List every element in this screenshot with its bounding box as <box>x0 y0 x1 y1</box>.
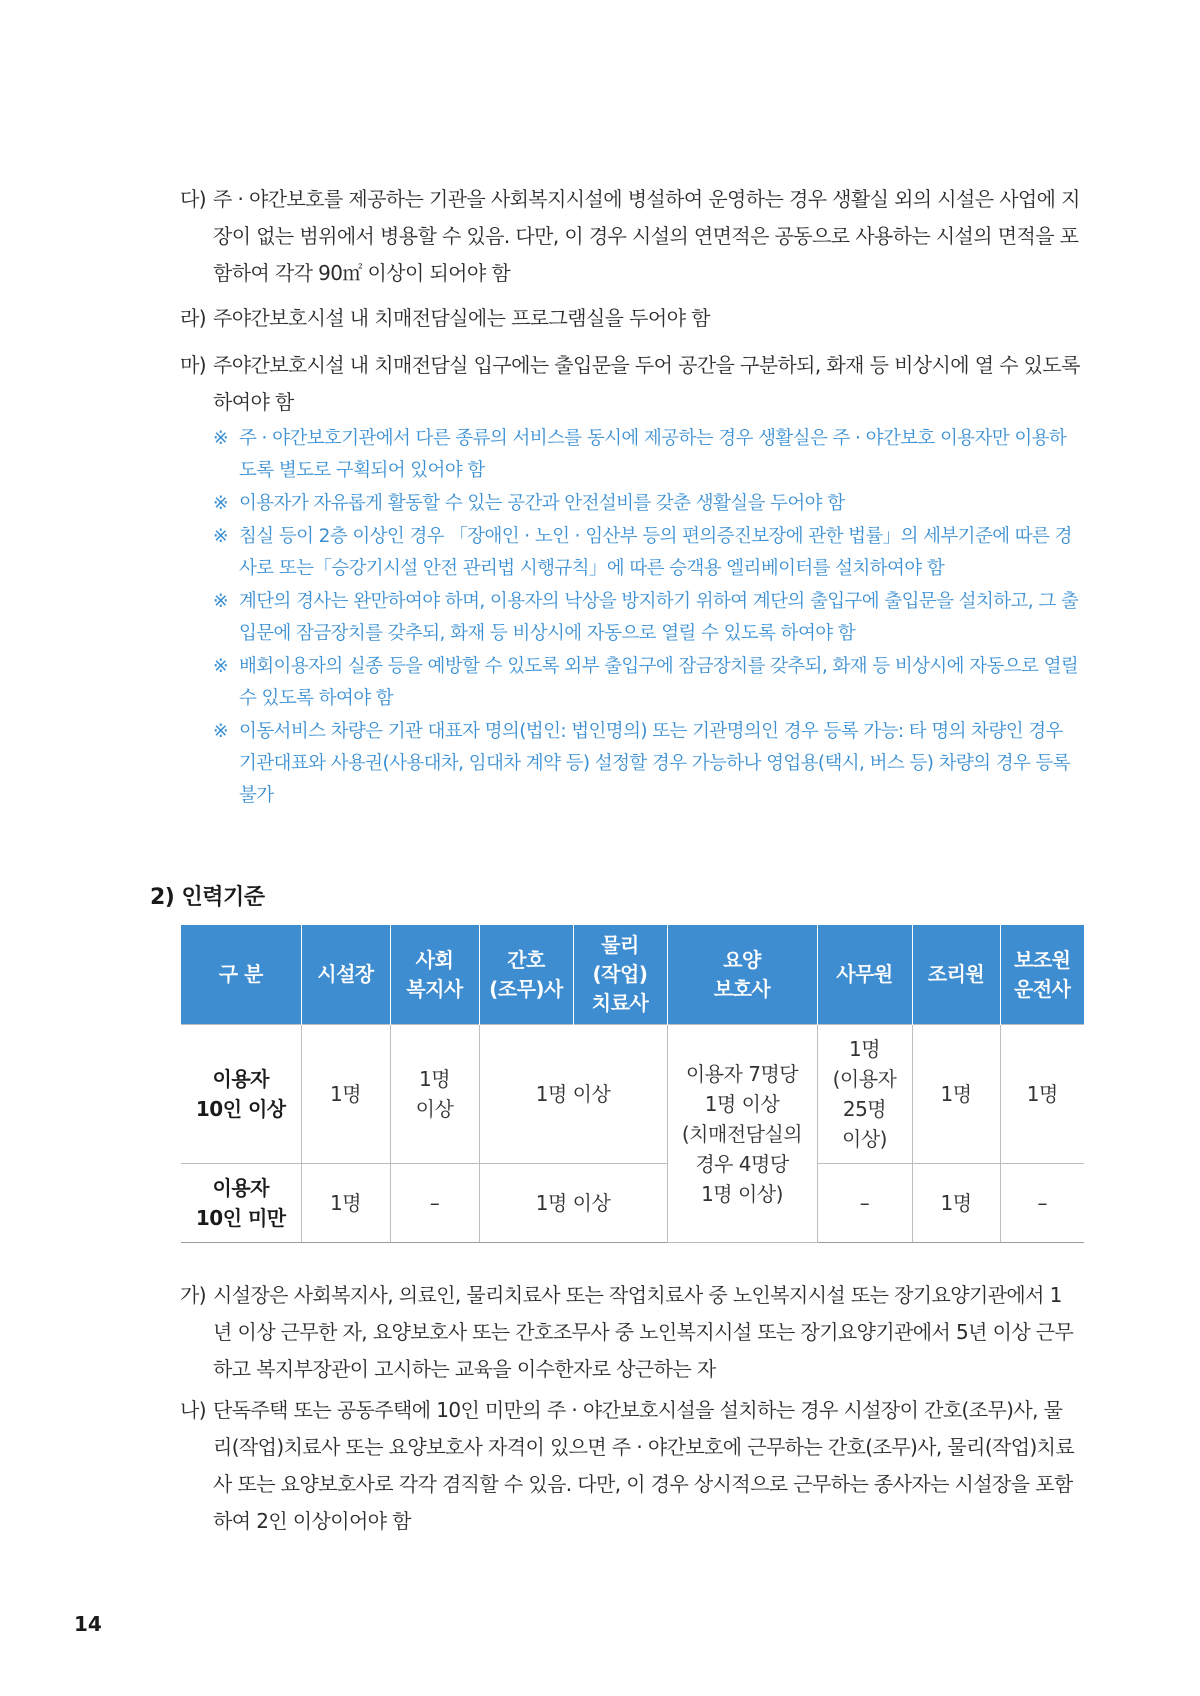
item-text: 주야간보호시설 내 치매전담실 입구에는 출입문을 두어 공간을 구분하되, 화재 등 비상시에 열 수 있도록 하여야 함 <box>213 353 1080 414</box>
note-text: 배회이용자의 실종 등을 예방할 수 있도록 외부 출입구에 잠금장치를 갖추되, 화재 등 비상시에 자동으로 열릴 수 있도록 하여야 함 <box>239 656 1079 709</box>
note-text: 이용자가 자유롭게 활동할 수 있는 공간과 안전설비를 갖춘 생활실을 두어야 함 <box>239 493 845 514</box>
note-mark: ※ <box>213 428 228 449</box>
cell-social-worker <box>390 1025 479 1164</box>
item-label: 다) <box>180 187 206 211</box>
note-3 <box>213 521 1081 585</box>
cell-text: 이용자 7명당 1명 이상 (치매전담실의 경우 4명당 1명 이상) <box>681 1061 803 1206</box>
header-label: 간호 (조무)사 <box>489 947 563 1001</box>
row-label-text: 이용자 10인 미만 <box>195 1176 286 1230</box>
item-ga <box>180 1277 1080 1388</box>
note-text: 계단의 경사는 완만하여야 하며, 이용자의 낙상을 방지하기 위하여 계단의 출입구에 출입문을 설치하고, 그 출입문에 잠금장치를 갖추되, 화재 등 비상시에 자동으로 열릴 수 있도록 하여야 함 <box>239 591 1079 644</box>
row-label-text: 이용자 10인 이상 <box>195 1067 286 1121</box>
cell-assistant <box>1000 1164 1084 1243</box>
item-text: 단독주택 또는 공동주택에 10인 미만의 주 · 야간보호시설을 설치하는 경우 시설장이 간호(조무)사, 물리(작업)치료사 또는 요양보호사 자격이 있으면 주 · 야간보호에 근무하는 간호(조무)사, 물리(작업)치료사 또는 요양보호사로 각각 겸직할 수 있음. 다만, 이 경우 상시적으로 근무하는 종사자는 시설장을 포함하여 2인 이상이어야 함 <box>213 1398 1075 1533</box>
cell-text: 1명 <box>940 1082 972 1106</box>
cell-nurse-therapist <box>479 1025 667 1164</box>
cell-text: 1명 <box>940 1191 972 1215</box>
cell-text: 1명 <box>329 1191 362 1215</box>
cell-text: 1명 이상 <box>535 1082 611 1106</box>
item-text: 주 · 야간보호를 제공하는 기관을 사회복지시설에 병설하여 운영하는 경우 생활실 외의 시설은 사업에 지장이 없는 범위에서 병용할 수 있음. 다만, 이 경우 시설의 연면적은 공동으로 사용하는 시설의 면적을 포함하여 각각 90㎡ 이상이 되어야 함 <box>213 187 1080 285</box>
cell-assistant <box>1000 1025 1084 1164</box>
note-6 <box>213 716 1081 812</box>
header-category <box>181 925 301 1025</box>
section-heading: 2) 인력기준 <box>150 885 265 910</box>
cell-director <box>301 1025 390 1164</box>
item-na <box>180 1392 1080 1540</box>
cell-text: 1명 <box>1026 1082 1058 1106</box>
item-ra <box>180 300 1080 337</box>
item-label: 마) <box>180 353 206 377</box>
note-text: 침실 등이 2층 이상인 경우 「장애인 · 노인 · 임산부 등의 편의증진보장에 관한 법률」의 세부기준에 따른 경사로 또는「승강기시설 안전 관리법 시행규칙」에 따른 승객용 엘리베이터를 설치하여야 함 <box>239 526 1072 579</box>
item-label: 나) <box>180 1398 206 1422</box>
cell-text: 1명 (이용자 25명 이상) <box>832 1037 897 1151</box>
item-ma <box>180 347 1080 421</box>
header-therapist <box>573 925 667 1025</box>
header-director <box>301 925 390 1025</box>
cell-text: – <box>859 1191 870 1215</box>
header-nurse <box>479 925 573 1025</box>
note-text: 주 · 야간보호기관에서 다른 종류의 서비스를 동시에 제공하는 경우 생활실은 주 · 야간보호 이용자만 이용하도록 별도로 구획되어 있어야 함 <box>239 428 1067 481</box>
note-4 <box>213 586 1081 650</box>
cell-care-worker <box>667 1025 817 1243</box>
page-number: 14 <box>74 1612 102 1636</box>
row-label <box>181 1025 301 1164</box>
header-label: 요양 보호사 <box>713 947 771 1001</box>
row-label <box>181 1164 301 1243</box>
item-da <box>180 181 1080 292</box>
note-text: 이동서비스 차량은 기관 대표자 명의(법인: 법인명의) 또는 기관명의인 경우 등록 가능: 타 명의 차량인 경우 기관대표와 사용권(사용대차, 임대차 계약 등) 설정할 경우 가능하나 영업용(택시, 버스 등) 차량의 경우 등록 불가 <box>239 721 1071 806</box>
header-label: 사무원 <box>836 962 893 986</box>
header-assistant-driver <box>1000 925 1084 1025</box>
item-text: 주야간보호시설 내 치매전담실에는 프로그램실을 두어야 함 <box>213 306 710 330</box>
cell-text: 1명 이상 <box>415 1067 454 1121</box>
header-label: 시설장 <box>317 962 374 986</box>
cell-cook <box>912 1025 1000 1164</box>
note-mark: ※ <box>213 656 228 677</box>
note-5 <box>213 651 1081 715</box>
note-mark: ※ <box>213 493 228 514</box>
note-mark: ※ <box>213 526 228 547</box>
header-clerk <box>817 925 912 1025</box>
header-social-worker <box>390 925 479 1025</box>
table-header-row <box>181 925 1084 1025</box>
header-label: 사회 복지사 <box>406 947 463 1001</box>
cell-text: 1명 <box>329 1082 362 1106</box>
table-row <box>181 1025 1084 1164</box>
cell-text: – <box>1037 1191 1047 1215</box>
header-care-worker <box>667 925 817 1025</box>
item-label: 가) <box>180 1283 206 1307</box>
header-cook <box>912 925 1000 1025</box>
header-label: 조리원 <box>927 962 985 986</box>
cell-director <box>301 1164 390 1243</box>
item-label: 라) <box>180 306 206 330</box>
item-text: 시설장은 사회복지사, 의료인, 물리치료사 또는 작업치료사 중 노인복지시설 또는 장기요양기관에서 1년 이상 근무한 자, 요양보호사 또는 간호조무사 중 노인복지시설 또는 장기요양기관에서 5년 이상 근무하고 복지부장관이 고시하는 교육을 이수한자로 상근하는 자 <box>213 1283 1074 1381</box>
header-label: 보조원 운전사 <box>1014 947 1071 1001</box>
note-mark: ※ <box>213 591 228 612</box>
cell-clerk <box>817 1025 912 1164</box>
cell-clerk <box>817 1164 912 1243</box>
cell-text: – <box>429 1191 440 1215</box>
cell-nurse-therapist <box>479 1164 667 1243</box>
cell-text: 1명 이상 <box>535 1191 611 1215</box>
header-label: 구 분 <box>218 962 263 986</box>
header-label: 물리 (작업) 치료사 <box>591 933 649 1015</box>
table-row <box>181 1164 1084 1243</box>
cell-social-worker <box>390 1164 479 1243</box>
cell-cook <box>912 1164 1000 1243</box>
staffing-table <box>181 925 1084 1243</box>
note-2 <box>213 488 1081 520</box>
note-mark: ※ <box>213 721 228 742</box>
note-1 <box>213 423 1081 487</box>
